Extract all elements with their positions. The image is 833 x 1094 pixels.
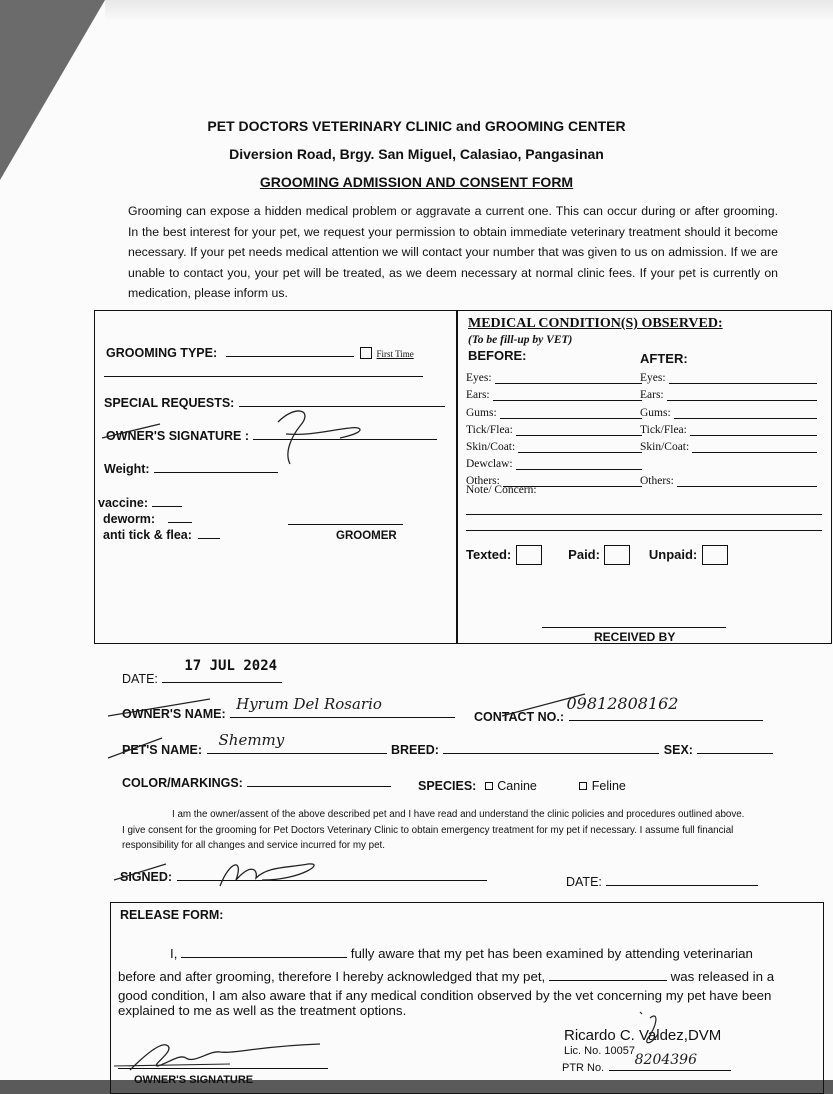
after-field-eyes[interactable] [640,367,817,384]
pet-name-field[interactable] [207,731,387,754]
species-label: SPECIES: [418,779,477,793]
consent-line-2: I give consent for the grooming for Pet Doctors Veterinary Clinic to obtain emergency treatment for my pet if necessary. I assume full financial [122,825,734,836]
date-row [122,658,282,688]
paid-label: Paid: [568,547,600,563]
unpaid-checkbox[interactable] [702,545,728,565]
form-title: GROOMING ADMISSION AND CONSENT FORM [259,174,574,190]
owner-name-strike [106,696,216,718]
before-skincoat-label: Skin/Coat: [466,440,516,453]
vaccine-field[interactable] [152,506,182,507]
first-time-checkbox[interactable] [360,347,372,359]
canine-checkbox[interactable] [485,782,493,790]
before-field-ears[interactable] [466,384,642,401]
release-text-c: before and after grooming, therefore I hereby acknowledged that my pet, [118,969,546,984]
pet-row [122,731,773,759]
before-field-dewclaw[interactable] [466,453,642,470]
color-field[interactable] [247,786,391,787]
medical-condition-subtitle: (To be fill-up by VET) [468,334,573,346]
grooming-type-row [106,344,414,362]
clinic-address: Diversion Road, Brgy. San Miguel, Calasiao, Pangasinan [229,146,604,162]
antitick-row [103,526,220,544]
after-fields [640,367,817,487]
deworm-field[interactable] [168,522,192,523]
release-text-e: good condition, I am also aware that if any medical condition observed by the vet concerning my pet have been [118,988,772,1003]
box-divider [456,310,458,644]
unpaid-label: Unpaid: [648,547,698,563]
signed-date-label: DATE: [566,875,602,889]
contact-field[interactable] [566,694,763,721]
release-text-b: fully aware that my pet has been examined by attending veterinarian [350,946,753,961]
payment-status-row [466,545,728,565]
after-others-label: Others: [640,475,674,488]
note-concern-label: Note/ Concern: [466,484,537,496]
signed-date-row [566,873,758,891]
ptr-field[interactable] [609,1052,731,1071]
antitick-field[interactable] [198,538,220,539]
before-tickflea-label: Tick/Flea: [466,423,513,436]
before-ears-label: Ears: [466,389,490,402]
signed-signature-scribble [112,850,332,890]
pet-name-label: PET'S NAME: [122,743,203,757]
deworm-label: deworm: [103,512,156,526]
before-field-skincoat[interactable] [466,436,642,453]
note-line-1[interactable] [466,514,822,515]
color-row [122,774,391,792]
vet-license: Lic. No. 10057 [564,1045,635,1057]
intro-paragraph: Grooming can expose a hidden medical problem or aggravate a current one. This can occur during or after grooming. In the best interest for your pet, we request your permission to obtain immediate veterinary treatment should it become necessary. If your pet needs medical attention we will contact your number that was given to us on admission. If we are unable to contact you, your pet will be treated, as we deem necessary at normal clinic fees. If your pet is currently on medication, please inform us. [128,204,778,300]
vet-name: Ricardo C. Valdez,DVM [564,1027,722,1044]
date-label: DATE: [122,672,158,686]
after-field-ears[interactable] [640,384,817,401]
after-label: AFTER: [640,351,688,366]
owner-name-label: OWNER'S NAME: [122,707,226,721]
signed-label: SIGNED: [120,870,173,884]
after-field-skincoat[interactable] [640,436,817,453]
breed-label: BREED: [390,743,439,757]
before-dewclaw-label: Dewclaw: [466,458,513,471]
before-eyes-label: Eyes: [466,372,492,385]
release-line-1 [118,946,753,961]
after-gums-label: Gums: [640,406,671,419]
groomer-signature-line[interactable] [288,524,403,525]
release-owner-signature-label: OWNER'S SIGNATURE [134,1074,254,1086]
owner-signature-label: OWNER'S SIGNATURE : [106,429,250,443]
owner-name-field[interactable] [230,695,455,718]
ptr-row [562,1052,731,1076]
after-field-tickflea[interactable] [640,419,817,436]
note-line-2[interactable] [466,530,822,531]
color-label: COLOR/MARKINGS: [122,776,243,790]
feline-checkbox[interactable] [579,782,587,790]
after-tickflea-label: Tick/Flea: [640,423,687,436]
received-by-label: RECEIVED BY [594,630,676,644]
ptr-value: 8204396 [634,1052,697,1068]
paper-top-edge [105,0,833,22]
antitick-label: anti tick & flea: [103,528,192,542]
after-ears-label: Ears: [640,389,664,402]
breed-field[interactable] [443,753,659,754]
before-fields [466,367,642,487]
received-by-line[interactable] [542,627,726,628]
before-label: BEFORE: [468,348,527,363]
after-eyes-label: Eyes: [640,372,666,385]
before-others-label: Others: [466,475,500,488]
clinic-name: PET DOCTORS VETERINARY CLINIC and GROOMING CENTER [207,118,626,134]
canine-label: Canine [497,779,537,793]
contact-value: 09812808162 [566,694,679,713]
texted-label: Texted: [466,547,512,563]
ptr-label: PTR No. [562,1062,605,1074]
contact-strike [500,690,590,720]
sex-label: SEX: [663,743,693,757]
weight-row [104,460,278,478]
grooming-type-label: GROOMING TYPE: [106,346,218,360]
before-field-tickflea[interactable] [466,419,642,436]
texted-checkbox[interactable] [516,545,542,565]
species-row [418,777,626,795]
date-value: 17 JUL 2024 [184,658,278,674]
signed-date-field[interactable] [606,885,758,886]
owner-name-value: Hyrum Del Rosario [236,695,382,713]
sex-field[interactable] [697,753,773,754]
release-text-f: explained to me as well as the treatment options. [118,1003,407,1018]
special-requests-label: SPECIAL REQUESTS: [104,396,235,410]
first-time-label: First Time [376,349,414,359]
release-pet-field[interactable] [549,980,667,981]
release-owner-field[interactable] [181,957,347,958]
paid-checkbox[interactable] [604,545,630,565]
vet-initial-scribble [620,1008,680,1048]
after-field-gums[interactable] [640,401,817,418]
after-skincoat-label: Skin/Coat: [640,440,690,453]
medical-condition-title: MEDICAL CONDITION(S) OBSERVED: [468,316,723,331]
release-title: RELEASE FORM: [120,908,224,922]
before-gums-label: Gums: [466,406,497,419]
pet-name-value: Shemmy [218,731,285,749]
consent-line-3: responsibility for all changes and service incurred for my pet. [122,840,386,851]
weight-label: Weight: [104,462,150,476]
release-text-a: I, [170,946,178,961]
weight-field[interactable] [154,472,278,473]
before-field-gums[interactable] [466,401,642,418]
feline-label: Feline [591,779,626,793]
grooming-type-field[interactable] [226,356,354,357]
grooming-type-line-2[interactable] [104,376,423,377]
date-field[interactable] [162,658,282,683]
before-field-eyes[interactable] [466,367,642,384]
vaccine-label: vaccine: [98,496,149,510]
contact-label: CONTACT NO.: [474,710,565,724]
after-field-others[interactable] [640,470,817,487]
release-line-2 [118,969,774,984]
pet-name-strike [106,736,166,760]
groomer-label: GROOMER [336,530,397,542]
release-text-d: was released in a [670,969,775,984]
release-signature-scribble [110,1036,340,1076]
consent-line-1: I am the owner/assent of the above described pet and I have read and understand the clinic policies and procedures outlined above. [172,809,745,820]
